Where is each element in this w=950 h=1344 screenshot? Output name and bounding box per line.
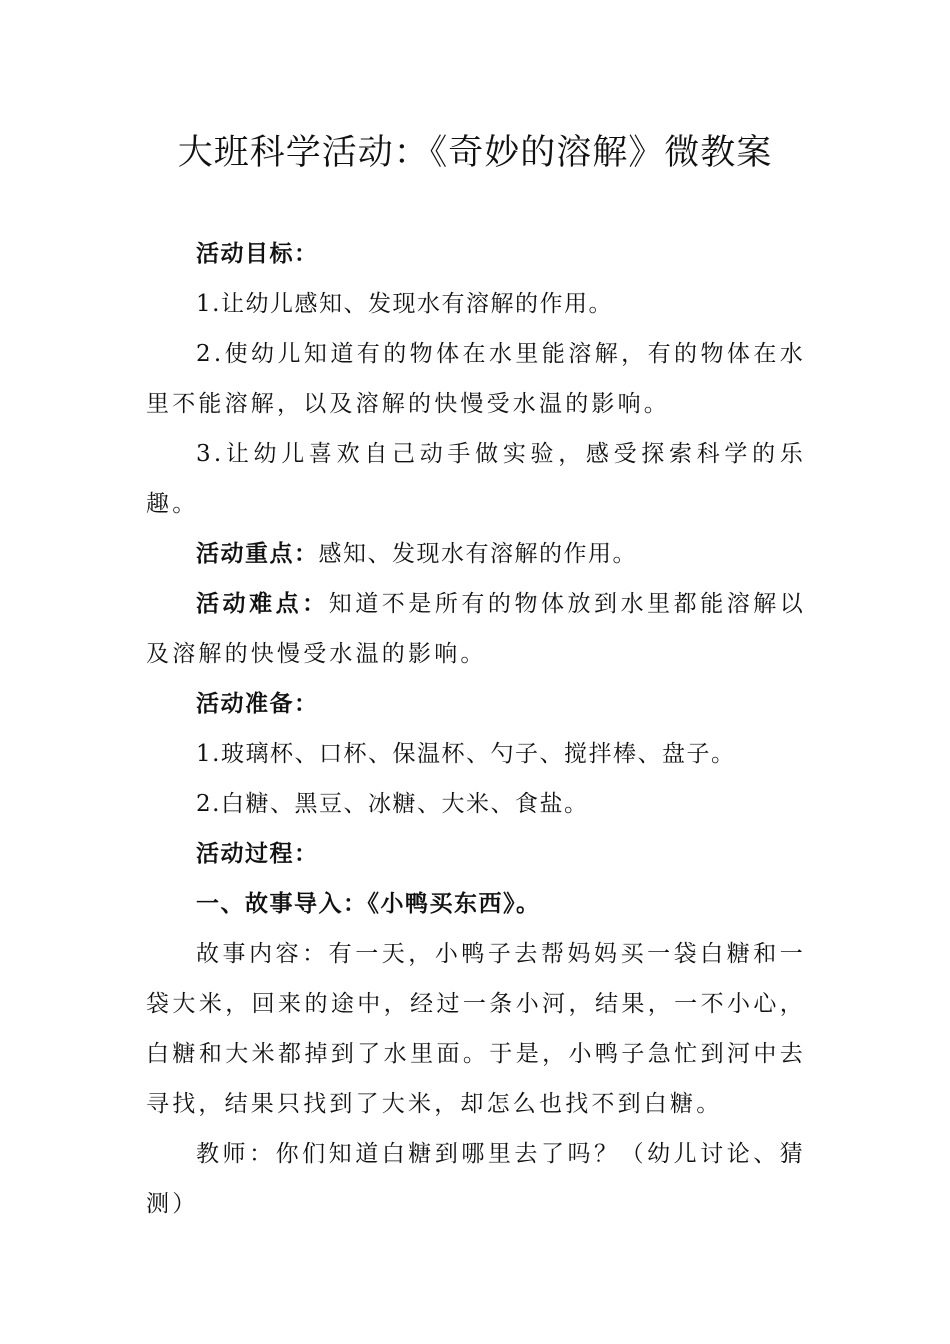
key-point-paragraph xyxy=(146,529,806,579)
goal-item-3: 3.让幼儿喜欢自己动手做实验，感受探索科学的乐趣。 xyxy=(146,441,806,517)
document-body xyxy=(146,229,806,1229)
preparation-item-1: 1.玻璃杯、口杯、保温杯、勺子、搅拌棒、盘子。 xyxy=(196,741,736,767)
story-paragraph: 故事内容：有一天，小鸭子去帮妈妈买一袋白糖和一袋大米，回来的途中，经过一条小河，结果，一不小心，白糖和大米都掉到了水里面。于是，小鸭子急忙到河中去寻找，结果只找到了大米，却怎么也找不到白糖。 xyxy=(146,941,806,1117)
key-point-text: 感知、发现水有溶解的作用。 xyxy=(318,541,637,567)
goal-item-1: 1.让幼儿感知、发现水有溶解的作用。 xyxy=(196,291,613,317)
preparation-heading: 活动准备： xyxy=(196,690,319,717)
process-heading: 活动过程： xyxy=(196,840,319,867)
teacher-question: 教师：你们知道白糖到哪里去了吗？（幼儿讨论、猜测） xyxy=(146,1141,806,1217)
section1-heading: 一、故事导入：《小鸭买东西》。 xyxy=(196,890,541,917)
goals-heading: 活动目标： xyxy=(196,240,319,267)
goal-item-2: 2.使幼儿知道有的物体在水里能溶解，有的物体在水里不能溶解，以及溶解的快慢受水温的影响。 xyxy=(146,341,806,417)
key-point-label: 活动重点： xyxy=(196,540,319,567)
difficulty-paragraph xyxy=(146,579,806,679)
preparation-item-2: 2.白糖、黑豆、冰糖、大米、食盐。 xyxy=(196,791,589,817)
document-title: 大班科学活动：《奇妙的溶解》微教案 xyxy=(177,133,773,173)
difficulty-label: 活动难点： xyxy=(196,590,329,617)
difficulty-text: 知道不是所有的物体放到水里都能溶解以及溶解的快慢受水温的影响。 xyxy=(146,591,806,667)
